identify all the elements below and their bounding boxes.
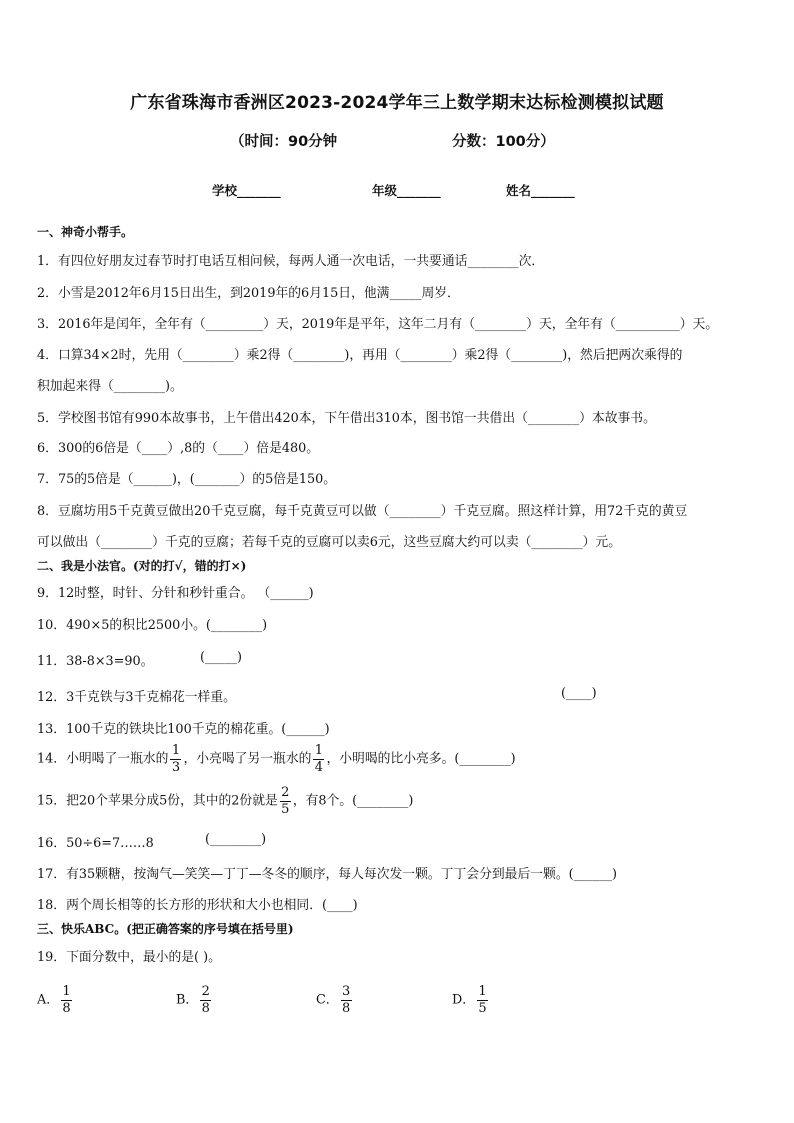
option-d <box>452 985 490 1015</box>
fraction-two-fifths: $\frac{2}{5}$ <box>281 785 290 817</box>
question-1: 1．有四位好朋友过春节时打电话互相问候，每两人通一次电话，一共要通话________次． <box>37 254 545 269</box>
question-14-text-2: ，小亮喝了另一瓶水的 <box>183 751 312 767</box>
question-4-line-1: 4．口算34×2时，先用（________）乘2得（________)，再用（________）乘2得（________)，然后把两次乘得的 <box>37 348 683 363</box>
section-2-heading: 二、我是小法官。(对的打√，错的打×) <box>37 559 247 573</box>
page-title: 广东省珠海市香洲区2023-2024学年三上数学期末达标检测模拟试题 <box>130 93 664 113</box>
question-2: 2．小雪是2012年6月15日出生，到2019年的6月15日，他满_____周岁． <box>37 286 460 301</box>
question-3: 3．2016年是闰年，全年有（_________）天，2019年是平年，这年二月有（________）天，全年有（__________）天。 <box>37 317 719 332</box>
school-field: 学校_______ <box>212 183 281 198</box>
name-field: 姓名_______ <box>506 183 575 198</box>
question-15-text-1: 15．把20个苹果分成5份，其中的2份就是 <box>37 793 278 809</box>
question-14-text-3: ，小明喝的比小亮多。(________) <box>326 751 516 767</box>
option-b <box>176 985 213 1015</box>
option-c <box>316 985 354 1015</box>
question-10: 10．490×5的积比2500小。(________) <box>37 618 268 633</box>
option-a-label: A． <box>37 992 60 1008</box>
question-5: 5．学校图书馆有990本故事书，上午借出420本，下午借出310本，图书馆一共借出（________）本故事书。 <box>37 411 656 426</box>
question-8-line-1: 8．豆腐坊用5千克黄豆做出20千克豆腐，每千克黄豆可以做（________）千克豆腐。照这样计算，用72千克的黄豆 <box>37 504 688 519</box>
question-12: 12．3千克铁与3千克棉花一样重。 <box>37 690 236 705</box>
option-c-fraction: $\frac{3}{8}$ <box>341 984 351 1016</box>
option-d-fraction: $\frac{1}{5}$ <box>478 984 487 1016</box>
question-16-answer-blank: (________) <box>205 832 267 847</box>
question-4-line-2: 积加起来得（________)。 <box>37 379 183 394</box>
option-d-label: D． <box>452 992 476 1008</box>
section-3-heading: 三、快乐ABC。(把正确答案的序号填在括号里) <box>37 922 294 936</box>
option-b-label: B． <box>176 992 199 1008</box>
question-6: 6．300的6倍是（____）,8的（____）倍是480。 <box>37 441 320 456</box>
question-8-line-2: 可以做出（________）千克的豆腐；若每千克的豆腐可以卖6元，这些豆腐大约可以卖（________）元。 <box>37 535 622 550</box>
section-1-heading: 一、神奇小帮手。 <box>37 225 134 239</box>
question-16: 16．50÷6=7……8 <box>37 836 154 851</box>
question-7: 7．75的5倍是（______)，(_______）的5倍是150。 <box>37 472 337 487</box>
option-a-fraction: $\frac{1}{8}$ <box>62 984 71 1016</box>
question-11-answer-blank: (_____) <box>200 650 242 665</box>
question-9: 9．12时整，时针、分针和秒针重合。 （______) <box>37 586 314 601</box>
fraction-one-quarter: $\frac{1}{4}$ <box>314 743 324 775</box>
question-14 <box>37 744 516 774</box>
option-c-label: C． <box>316 992 339 1008</box>
question-19: 19．下面分数中，最小的是( )。 <box>37 950 221 965</box>
question-15 <box>37 786 413 816</box>
fraction-one-third: $\frac{1}{3}$ <box>171 743 181 775</box>
question-15-text-2: ，有8个。(________) <box>292 793 414 809</box>
exam-score: 分数：100分） <box>452 134 555 150</box>
question-17: 17．有35颗糖，按淘气—笑笑—丁丁—冬冬的顺序，每人每次发一颗。丁丁会分到最后一颗。(______) <box>37 867 618 882</box>
option-b-fraction: $\frac{2}{8}$ <box>201 984 210 1016</box>
question-13: 13．100千克的铁块比100千克的棉花重。(______) <box>37 722 330 737</box>
question-14-text-1: 14．小明喝了一瓶水的 <box>37 751 169 767</box>
grade-field: 年级_______ <box>372 183 441 198</box>
option-a <box>37 985 74 1015</box>
question-12-answer-blank: (____) <box>561 686 597 701</box>
question-11: 11．38-8×3=90。 <box>37 654 154 669</box>
exam-time: （时间：90分钟 <box>230 134 338 150</box>
question-18: 18．两个周长相等的长方形的形状和大小也相同．(____) <box>37 898 358 913</box>
